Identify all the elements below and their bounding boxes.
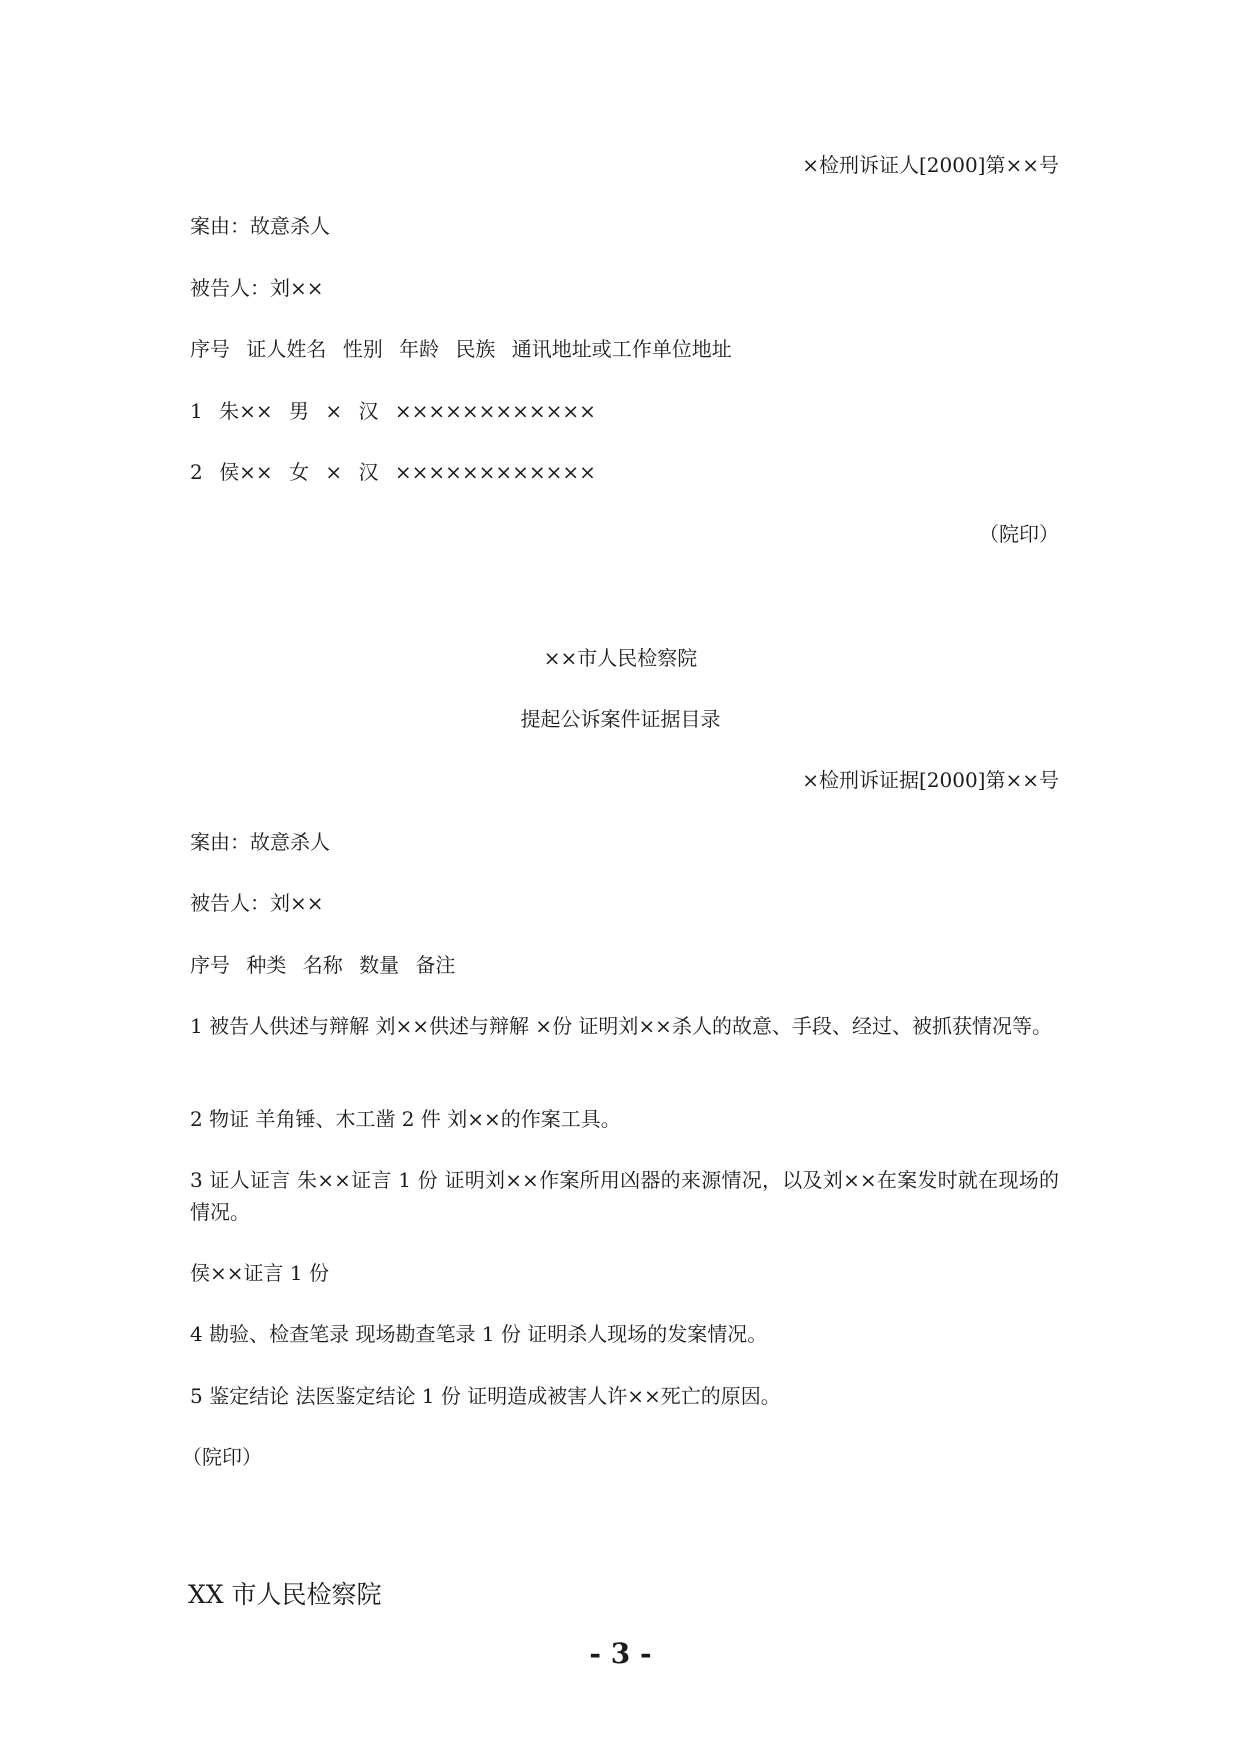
evidence-item: 3 证人证言 朱××证言 1 份 证明刘××作案所用凶器的来源情况，以及刘××在案发时就在现场的情况。 <box>190 1168 1059 1224</box>
evidence-seal: （院印） <box>182 1445 262 1469</box>
evidence-org: ××市人民检察院 <box>543 646 698 670</box>
evidence-item: 4 勘验、检查笔录 现场勘查笔录 1 份 证明杀人现场的发案情况。 <box>190 1322 768 1346</box>
witness-table-header <box>190 337 732 361</box>
witness-row <box>190 399 596 423</box>
evidence-case-cause: 案由：故意杀人 <box>190 830 330 854</box>
row-cell: × <box>325 399 343 423</box>
witness-case-cause: 案由：故意杀人 <box>190 214 330 238</box>
witness-doc-number: ×检刑诉证人[2000]第××号 <box>802 153 1059 177</box>
header-cell: 种类 <box>246 953 287 977</box>
row-cell: 朱×× <box>219 399 273 423</box>
row-cell: × <box>325 460 343 484</box>
evidence-item: 2 物证 羊角锤、木工凿 2 件 刘××的作案工具。 <box>190 1107 621 1131</box>
evidence-table-header <box>190 953 455 977</box>
witness-defendant: 被告人：刘×× <box>190 276 324 300</box>
evidence-title: 提起公诉案件证据目录 <box>520 707 721 731</box>
header-cell: 备注 <box>415 953 456 977</box>
evidence-item: 5 鉴定结论 法医鉴定结论 1 份 证明造成被害人许××死亡的原因。 <box>190 1384 781 1408</box>
row-cell: 2 <box>190 460 203 484</box>
header-cell: 证人姓名 <box>246 337 327 361</box>
header-cell: 数量 <box>359 953 400 977</box>
footer-org: XX 市人民检察院 <box>188 1580 382 1609</box>
evidence-defendant: 被告人：刘×× <box>190 891 324 915</box>
header-cell: 年龄 <box>399 337 440 361</box>
row-cell: 女 <box>288 460 309 484</box>
header-cell: 民族 <box>455 337 496 361</box>
row-cell: 侯×× <box>219 460 273 484</box>
header-cell: 通讯地址或工作单位地址 <box>511 337 732 361</box>
evidence-doc-number: ×检刑诉证据[2000]第××号 <box>802 768 1059 792</box>
header-cell: 序号 <box>190 953 230 977</box>
page-number: - 3 - <box>589 1637 652 1670</box>
row-cell: 汉 <box>358 399 379 423</box>
header-cell: 序号 <box>190 337 230 361</box>
witness-row <box>190 460 596 484</box>
evidence-item: 1 被告人供述与辩解 刘××供述与辩解 ×份 证明刘××杀人的故意、手段、经过、被抓获情况等。 <box>190 1014 1052 1038</box>
header-cell: 名称 <box>302 953 343 977</box>
witness-seal: （院印） <box>979 522 1059 546</box>
row-cell: 男 <box>288 399 309 423</box>
row-cell: 1 <box>190 399 203 423</box>
evidence-item: 侯××证言 1 份 <box>190 1261 329 1285</box>
row-cell: ×××××××××××× <box>394 399 596 423</box>
row-cell: 汉 <box>358 460 379 484</box>
row-cell: ×××××××××××× <box>394 460 596 484</box>
header-cell: 性别 <box>342 337 383 361</box>
